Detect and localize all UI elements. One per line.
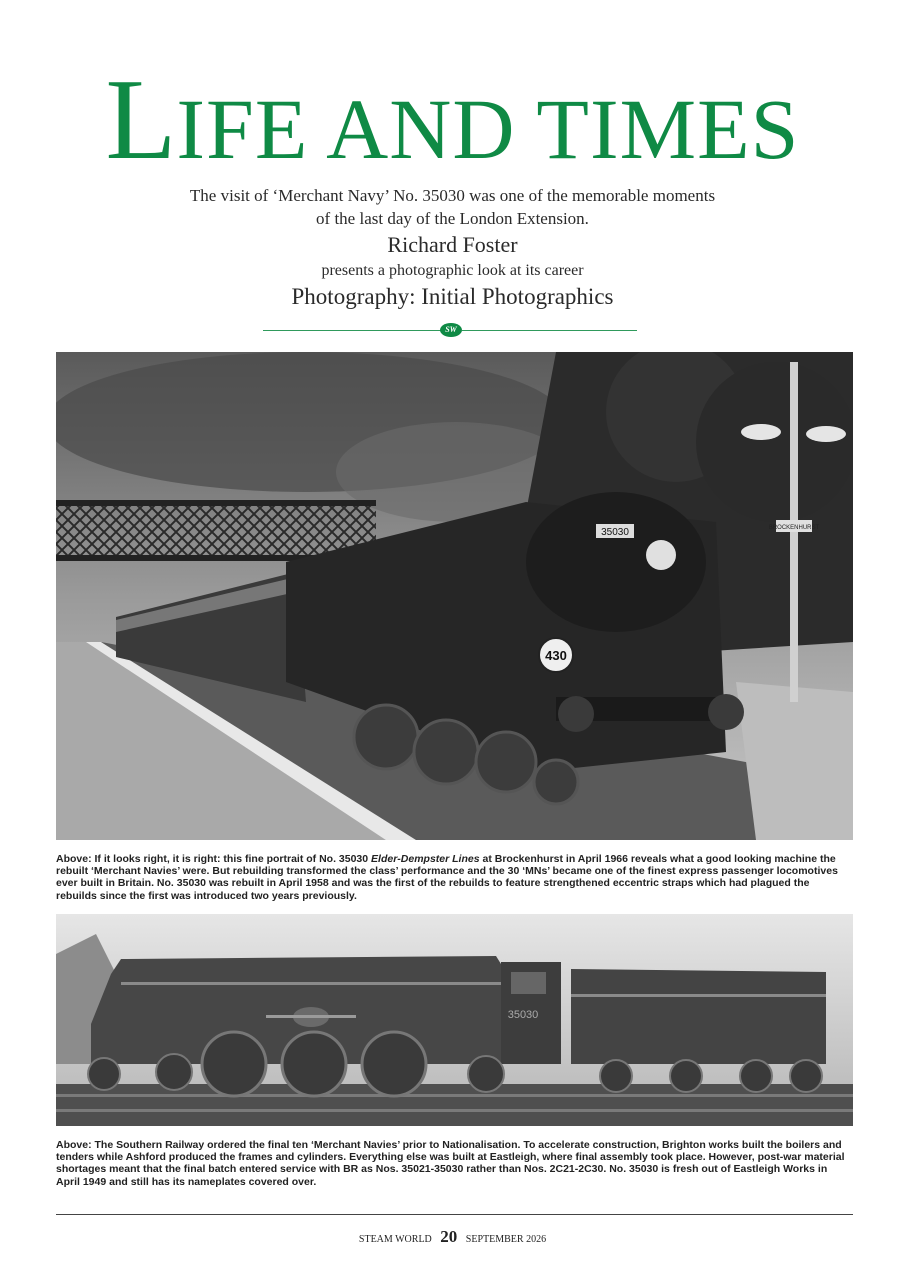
loco-number-plate: 35030 <box>601 527 629 538</box>
standfirst-line-1: The visit of ‘Merchant Navy’ No. 35030 was one of the memorable moments <box>189 186 716 205</box>
divider-right <box>462 330 637 331</box>
presents-line: presents a photographic look at its career <box>321 262 584 279</box>
sw-logo-badge: SW <box>440 323 462 337</box>
title-initial: L <box>105 56 177 184</box>
photo-original-locomotive <box>56 914 853 1126</box>
caption-1-prefix: Above: If it looks right, it is right: this fine portrait of No. 35030 <box>56 853 372 865</box>
standfirst-line-2: of the last day of the London Extension. <box>316 209 589 228</box>
photo-caption-2: Above: The Southern Railway ordered the final ten ‘Merchant Navies’ prior to Nationalisation. To accelerate construction, Brighton works built the boilers and tenders while Ashford produced the frames and cylinders. Everything else was built at Eastleigh, where final assembly took place. However, post-war material shortages meant that the final batch entered service with BR as Nos. 35021-35030 rather than Nos. 2C21-2C30. No. 35030 is fresh out of Eastleigh Works in April 1949 and still has its nameplates covered over. <box>56 1139 845 1188</box>
station-sign: BROCKENHURST <box>768 525 820 531</box>
publication-name: STEAM WORLD <box>358 1234 432 1245</box>
side-number: 35030 <box>507 1009 539 1021</box>
footer-divider <box>56 1214 853 1215</box>
caption-1-suffix: at Brockenhurst in April 1966 reveals what a good looking machine the rebuilt ‘Merchant Navies’ were. But rebuilding transformed the class’ performance and the 30 ‘MNs’ became one of the finest express passenger locomotives ever built in Britain. No. 35030 was rebuilt in April 1958 and was the first of the rebuilds to feature strengthened eccentric straps which had plagued the rebuilds since the first was introduced two years previously. <box>56 853 838 902</box>
divider-left <box>263 330 441 331</box>
page-title <box>0 56 905 184</box>
page-footer <box>0 1227 905 1247</box>
caption-1-italic: Elder-Dempster Lines <box>371 853 480 865</box>
photo-caption-1 <box>56 853 853 902</box>
title-rest: IFE AND TIMES <box>176 81 800 177</box>
author-name: Richard Foster <box>387 232 518 257</box>
photo-rebuilt-locomotive <box>56 352 853 840</box>
standfirst <box>60 184 845 230</box>
page-number: 20 <box>440 1227 458 1246</box>
route-disc: 430 <box>545 648 567 663</box>
issue-date: SEPTEMBER 2026 <box>465 1234 547 1245</box>
photography-credit: Photography: Initial Photographics <box>291 284 614 309</box>
